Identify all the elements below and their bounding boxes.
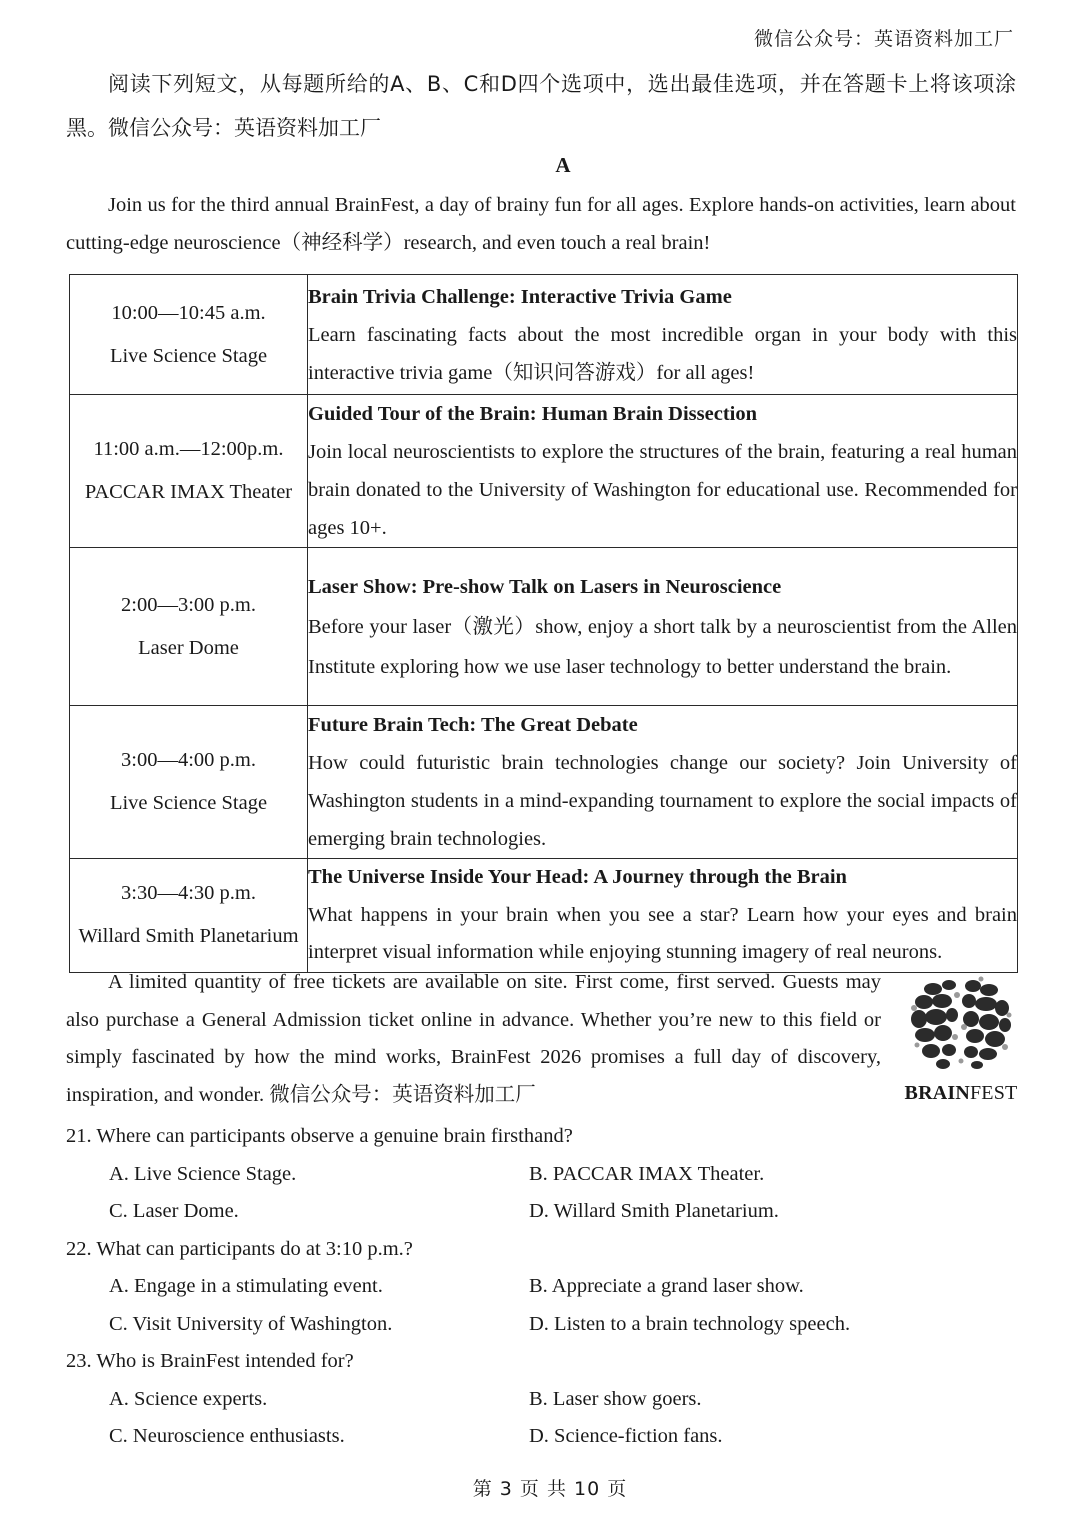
event-time: 3:30—4:30 p.m. [121,882,256,905]
event-place: Willard Smith Planetarium [78,925,299,948]
question-stem: 21. Where can participants observe a genuine brain firsthand? [66,1125,573,1147]
event-description: What happens in your brain when you see a star? Learn how your eyes and brain interpret visual information while enjoying stunning imagery of real neurons. [308,903,1017,963]
option-b[interactable]: B. PACCAR IMAX Theater. [529,1162,765,1185]
schedule-row [70,548,1018,706]
schedule-row [70,859,1018,973]
event-details [308,548,1018,706]
brain-icon [909,975,1013,1073]
option-c[interactable]: C. Laser Dome. [109,1200,239,1222]
event-when [70,395,308,548]
questions [66,1118,1016,1456]
option-a[interactable]: A. Live Science Stage. [109,1162,297,1185]
question-options [66,1381,1016,1456]
option-d[interactable]: D. Willard Smith Planetarium. [529,1200,779,1222]
event-place: Laser Dome [138,636,239,659]
event-when [70,859,308,973]
option-b[interactable]: B. Appreciate a grand laser show. [529,1275,804,1297]
event-description: Learn fascinating facts about the most incredible organ in your body with this interactive trivia game（知识问答游戏）for all ages! [308,323,1017,384]
event-place: Live Science Stage [109,792,268,814]
closing-paragraph: A limited quantity of free tickets are available on site. First come, first served. Guests may also purchase a General Admission ticket online in advance. Whether you’re new to this field or simply fascinated by how the mind works, BrainFest 2026 promises a full day of discovery, inspiration, and wonder. 微信公众号：英语资料加工厂 [66,971,881,1106]
option-d[interactable]: D. Listen to a brain technology speech. [529,1312,851,1335]
event-description: Join local neuroscientists to explore the structures of the brain, featuring a real human brain donated to the University of Washington for educational use. Recommended for ages 10+. [308,441,1017,539]
question [66,1343,1016,1456]
option-a[interactable]: A. Engage in a stimulating event. [109,1275,383,1297]
event-when [70,275,308,395]
option-d[interactable]: D. Science-fiction fans. [529,1425,723,1447]
question-options [66,1156,1016,1231]
event-place: Live Science Stage [109,344,268,367]
event-time: 3:00—4:00 p.m. [121,749,256,771]
event-details [308,275,1018,395]
event-when [70,548,308,706]
question [66,1118,1016,1231]
event-description: How could futuristic brain technologies change our society? Join University of Washington students in a mind-expanding tournament to explore the social impacts of emerging brain technologies. [308,752,1017,850]
section-title: A [555,153,571,177]
event-title: Brain Trivia Challenge: Interactive Trivia Game [308,285,732,308]
intro-paragraph: Join us for the third annual BrainFest, a day of brainy fun for all ages. Explore hands-on activities, learn about cutting-edge neuroscience（神经科学）research, and even touch a real brain! [66,194,1016,254]
option-a[interactable]: A. Science experts. [109,1387,268,1410]
header-watermark: 微信公众号：英语资料加工厂 [753,28,1014,50]
question-options [66,1268,1016,1343]
event-title: Laser Show: Pre-show Talk on Lasers in Neuroscience [308,575,782,598]
event-details [308,395,1018,548]
schedule-row [70,275,1018,395]
schedule-row [70,706,1018,859]
event-time: 2:00—3:00 p.m. [121,593,256,616]
event-details [308,706,1018,859]
event-title: The Universe Inside Your Head: A Journey through the Brain [308,866,847,888]
event-description: Before your laser（激光）show, enjoy a short talk by a neuroscientist from the Allen Institute exploring how we use laser technology to better understand the brain. [308,615,1017,678]
event-time: 11:00 a.m.—12:00p.m. [93,438,284,460]
event-place: PACCAR IMAX Theater [84,481,293,503]
option-c[interactable]: C. Visit University of Washington. [109,1312,393,1335]
event-time: 10:00—10:45 a.m. [111,301,266,324]
question-stem: 23. Who is BrainFest intended for? [66,1350,354,1372]
option-c[interactable]: C. Neuroscience enthusiasts. [109,1425,345,1447]
page-footer: 第 3 页 共 10 页 [472,1478,628,1500]
schedule-row [70,395,1018,548]
question-stem: 22. What can participants do at 3:10 p.m.? [66,1237,413,1260]
schedule-table [69,274,1018,973]
event-when [70,706,308,859]
event-title: Future Brain Tech: The Great Debate [308,714,638,736]
option-b[interactable]: B. Laser show goers. [529,1387,702,1410]
event-details [308,859,1018,973]
instructions: 阅读下列短文，从每题所给的A、B、C和D四个选项中，选出最佳选项，并在答题卡上将该项涂黑。微信公众号：英语资料加工厂 [66,72,1016,140]
logo-wordmark: BRAINFEST [904,1082,1018,1104]
event-title: Guided Tour of the Brain: Human Brain Dissection [308,403,757,425]
question [66,1231,1016,1344]
brainfest-logo [900,975,1022,1105]
